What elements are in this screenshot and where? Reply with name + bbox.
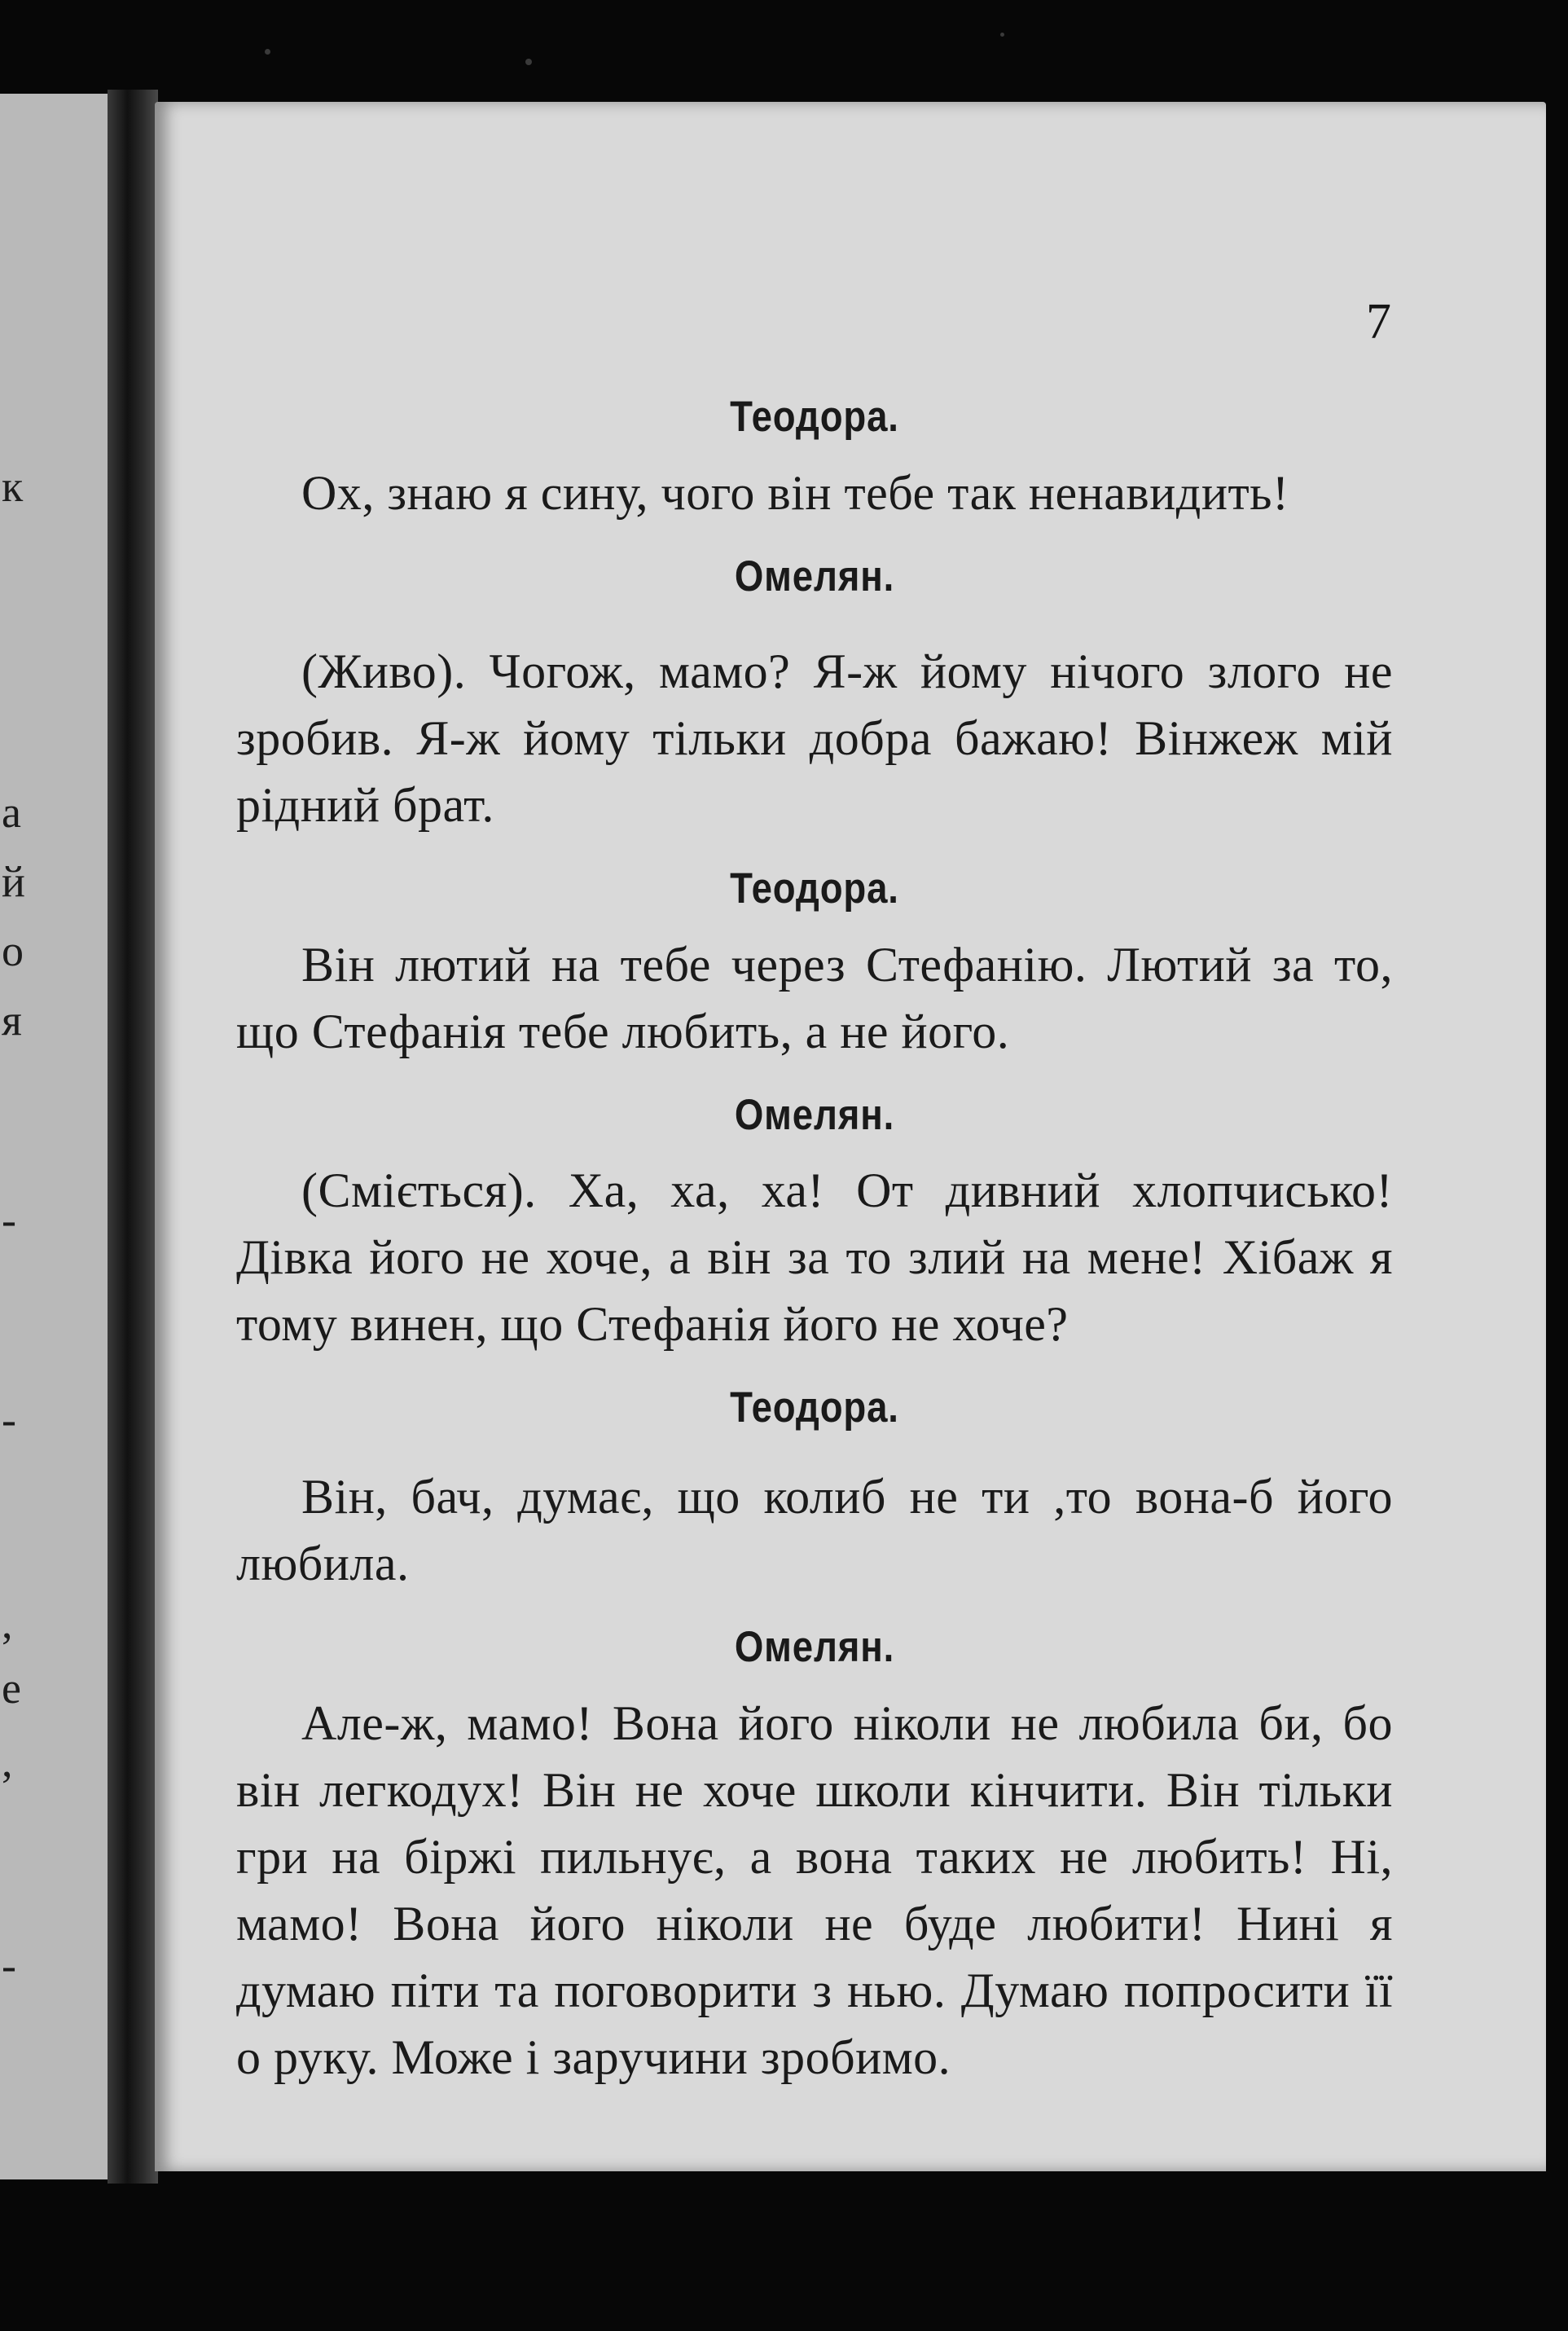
dialogue-block bbox=[236, 391, 1393, 526]
previous-page-fragment: - bbox=[2, 1941, 16, 1990]
dialogue-block bbox=[236, 1382, 1393, 1597]
dialogue-block bbox=[236, 551, 1393, 839]
dialogue-block bbox=[236, 1621, 1393, 2091]
speaker-name: Омелян. bbox=[734, 1622, 895, 1671]
previous-page-fragment: , bbox=[2, 1737, 13, 1786]
speaker-name: Теодора. bbox=[730, 864, 899, 913]
dialogue-block bbox=[236, 1089, 1393, 1358]
previous-page-fragment: к bbox=[2, 462, 24, 511]
previous-page-fragment: , bbox=[2, 1599, 13, 1647]
previous-page-fragment: й bbox=[2, 857, 25, 906]
speech-text: (Живо). Чогож, мамо? Я-ж йому нічого злого не зробив. Я-ж йому тільки добра бажаю! Вінжеж мій рідний брат. bbox=[236, 644, 1393, 833]
scan-speck bbox=[1000, 33, 1004, 37]
previous-page-fragment: - bbox=[2, 1195, 16, 1244]
speech-text: Він лютий на тебе через Стефанію. Лютий за то, що Стефанія тебе любить, а не його. bbox=[236, 937, 1393, 1058]
dialogue-block bbox=[236, 863, 1393, 1065]
previous-page-fragment: я bbox=[2, 996, 22, 1045]
speech-text: Але-ж, мамо! Вона його ніколи не любила би, бо він легкодух! Він не хоче школи кінчити. Він тільки гри на біржі пильнує, а вона таких не любить! Ні, мамо! Вона його ніколи не буде любити! Нині я думаю піти та поговорити з нью. Думаю попросити її о руку. Може і заручини зробимо. bbox=[236, 1695, 1393, 2084]
speaker-name: Омелян. bbox=[734, 552, 895, 600]
play-dialogue bbox=[236, 391, 1393, 2105]
previous-page-fragment: а bbox=[2, 788, 21, 837]
page-number: 7 bbox=[1366, 294, 1391, 350]
previous-page-fragment: о bbox=[2, 926, 24, 975]
speaker-name: Омелян. bbox=[734, 1090, 895, 1139]
speaker-name: Теодора. bbox=[730, 1383, 899, 1432]
speaker-name: Теодора. bbox=[730, 393, 899, 441]
speech-text: (Сміється). Ха, ха, ха! От дивний хлопчисько! Дівка його не хоче, а він за то злий на мене! Хібаж я тому винен, що Стефанія його не хоче? bbox=[236, 1163, 1393, 1352]
book-gutter bbox=[108, 90, 158, 2184]
previous-page-fragment: е bbox=[2, 1664, 21, 1713]
speech-text: Ох, знаю я сину, чого він тебе так ненавидить! bbox=[301, 465, 1289, 520]
scan-speck bbox=[265, 49, 270, 55]
book-page bbox=[155, 102, 1546, 2171]
speech-text: Він, бач, думає, що колиб не ти ,то вона-б його любила. bbox=[236, 1469, 1393, 1590]
scan-speck bbox=[525, 59, 532, 65]
previous-page-fragment: - bbox=[2, 1395, 16, 1444]
